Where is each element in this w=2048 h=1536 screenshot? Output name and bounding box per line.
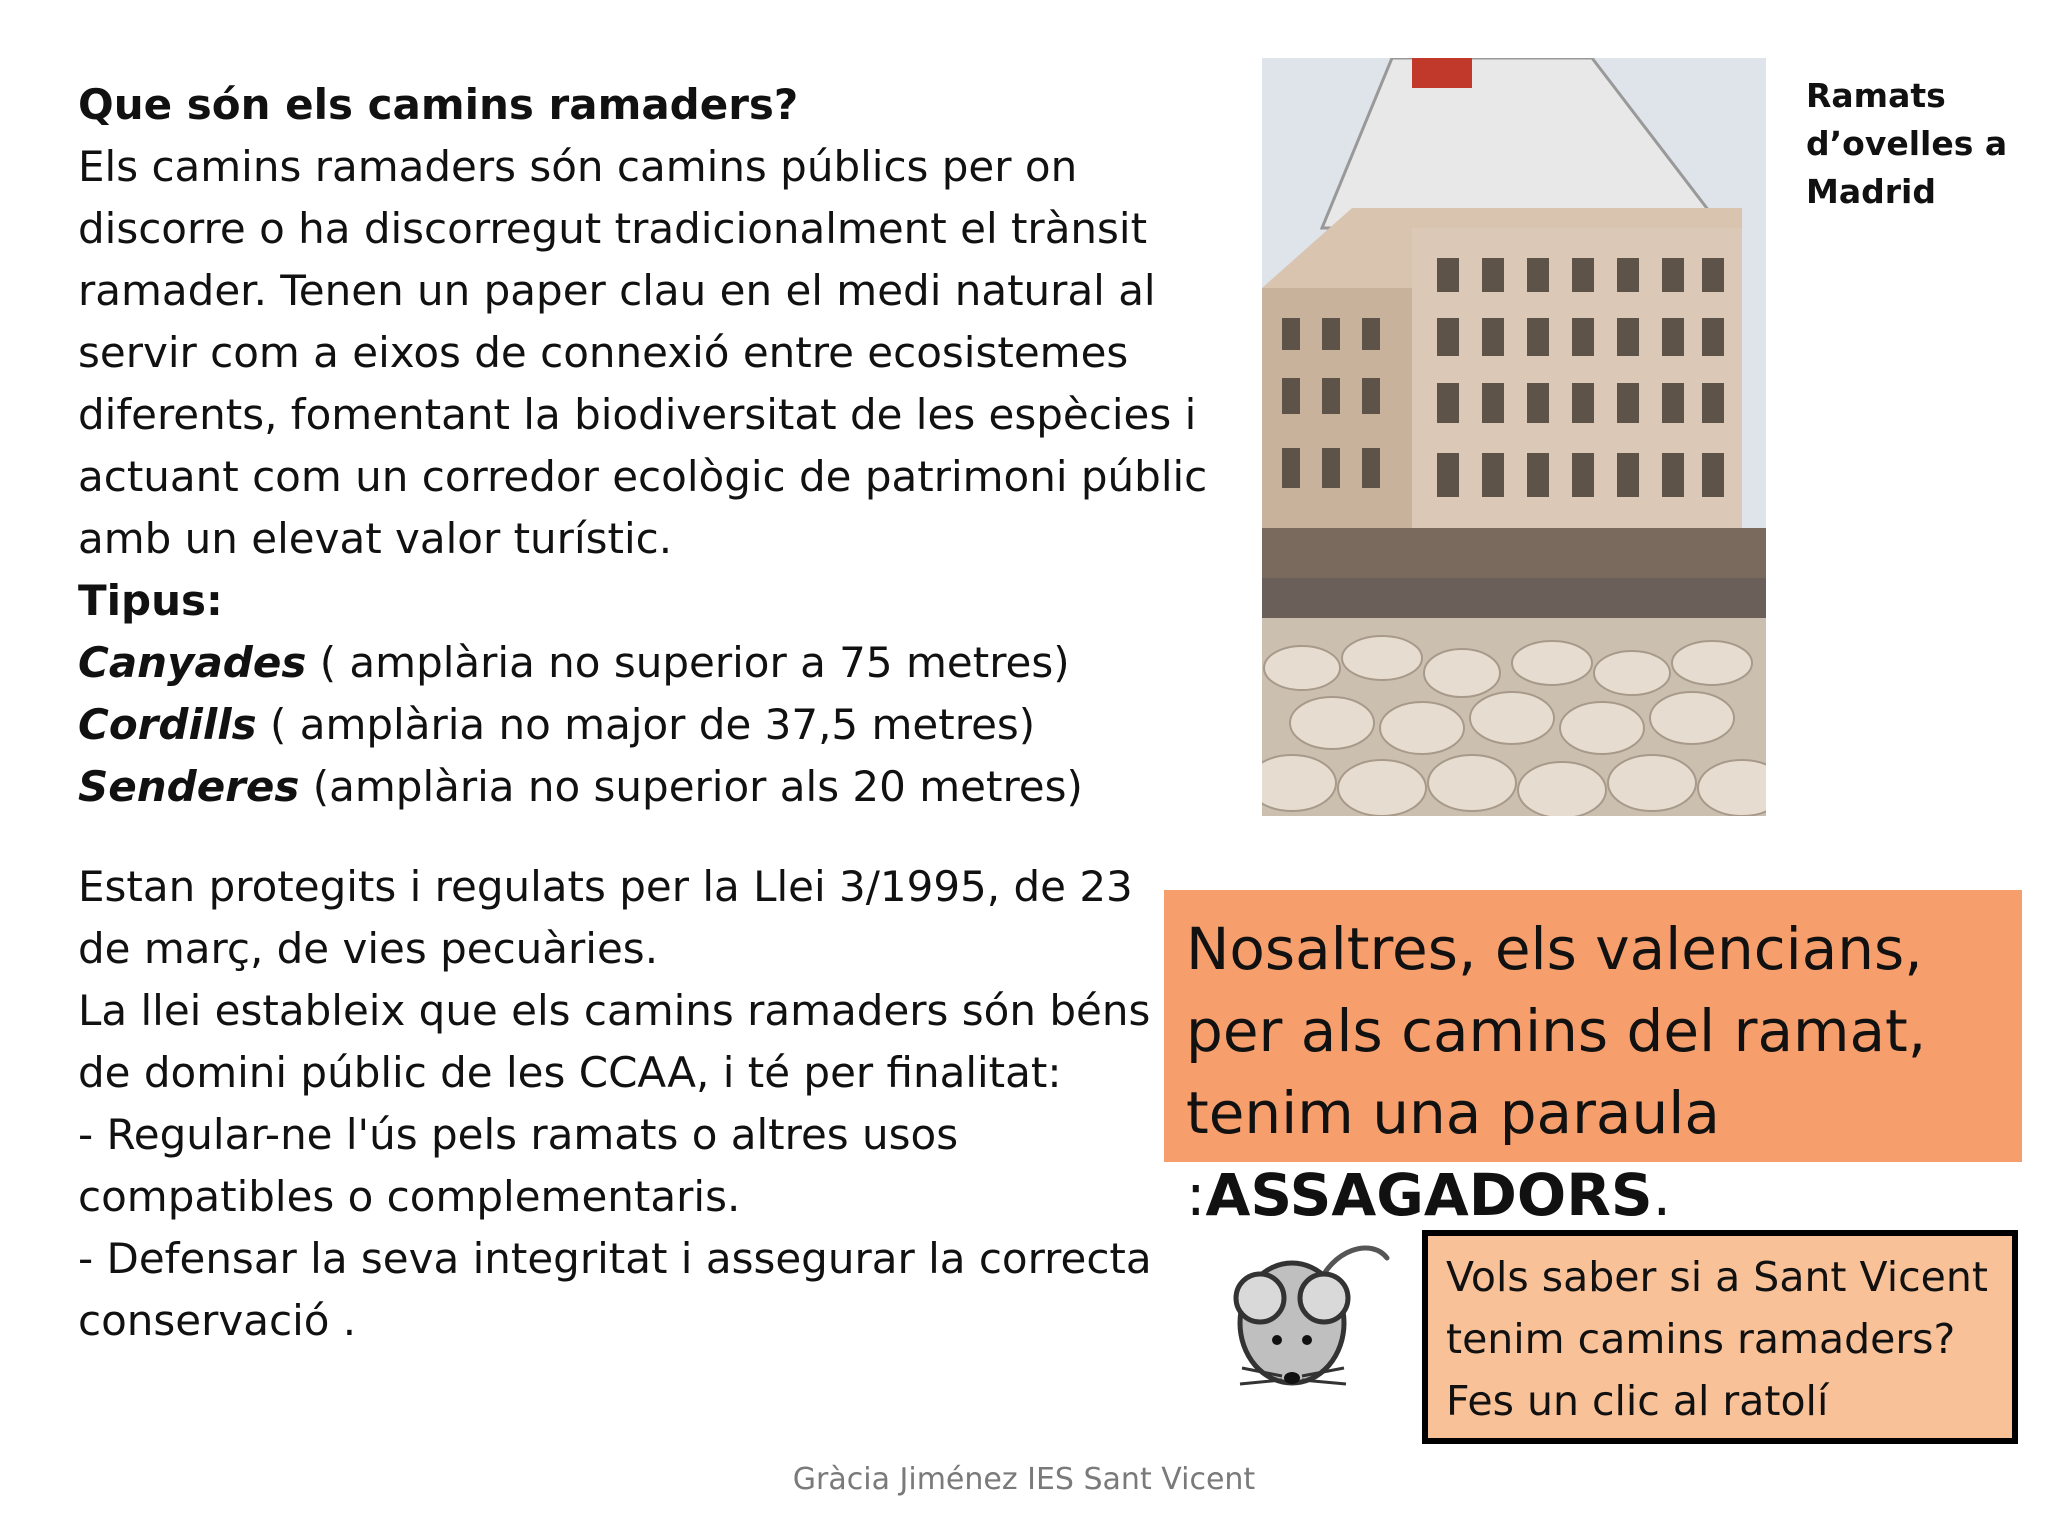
type-desc: ( amplària no major de 37,5 metres): [256, 700, 1036, 749]
footer-credit: Gràcia Jiménez IES Sant Vicent: [792, 1462, 1256, 1497]
sheep-madrid-photo: [1262, 58, 1766, 816]
callout-keyword: ASSAGADORS: [1205, 1161, 1653, 1229]
type-item: [78, 756, 1228, 818]
law-line: - Regular-ne l'ús pels ramats o altres usos compatibles o complementaris.: [78, 1110, 959, 1221]
mouse-illustration: [1222, 1228, 1402, 1398]
assagadors-callout: [1164, 890, 2022, 1229]
type-item: [78, 694, 1228, 756]
type-name: Canyades: [78, 638, 307, 687]
callout-text: Nosaltres, els valencians, per als camins del ramat, tenim una paraula :: [1186, 915, 1927, 1229]
photo-caption: Ramats d’ovelles a Madrid: [1806, 76, 2008, 211]
type-desc: (amplària no superior als 20 metres): [299, 762, 1083, 811]
law-section: [78, 856, 1158, 1352]
law-line: La llei estableix que els camins ramaders són béns de domini públic de les CCAA, i té per finalitat:: [78, 986, 1151, 1097]
types-heading: Tipus:: [78, 576, 223, 625]
intro-paragraph: Els camins ramaders són camins públics per on discorre o ha discorregut tradicionalment el trànsit ramader. Tenen un paper clau en el medi natural al servir com a eixos de connexió entre ecosistemes diferents, fomentant la biodiversitat de les espècies i actuant com un corredor ecològic de patrimoni públic amb un elevat valor turístic.: [78, 142, 1208, 563]
type-name: Cordills: [78, 700, 257, 749]
cta-text: Vols saber si a Sant Vicent tenim camins ramaders? Fes un clic al ratolí: [1446, 1253, 1988, 1425]
type-name: Senderes: [78, 762, 300, 811]
type-desc: ( amplària no superior a 75 metres): [306, 638, 1070, 687]
intro-heading: Que són els camins ramaders?: [78, 80, 799, 129]
type-item: [78, 632, 1228, 694]
law-line: - Defensar la seva integritat i assegurar la correcta conservació .: [78, 1234, 1152, 1345]
law-line: Estan protegits i regulats per la Llei 3/1995, de 23 de març, de vies pecuàries.: [78, 862, 1133, 973]
callout-end: .: [1652, 1161, 1672, 1229]
photo-illustration: [1262, 58, 1766, 816]
sant-vicent-cta[interactable]: [1422, 1230, 2018, 1444]
intro-section: [78, 74, 1228, 818]
mouse-icon[interactable]: [1222, 1228, 1402, 1398]
